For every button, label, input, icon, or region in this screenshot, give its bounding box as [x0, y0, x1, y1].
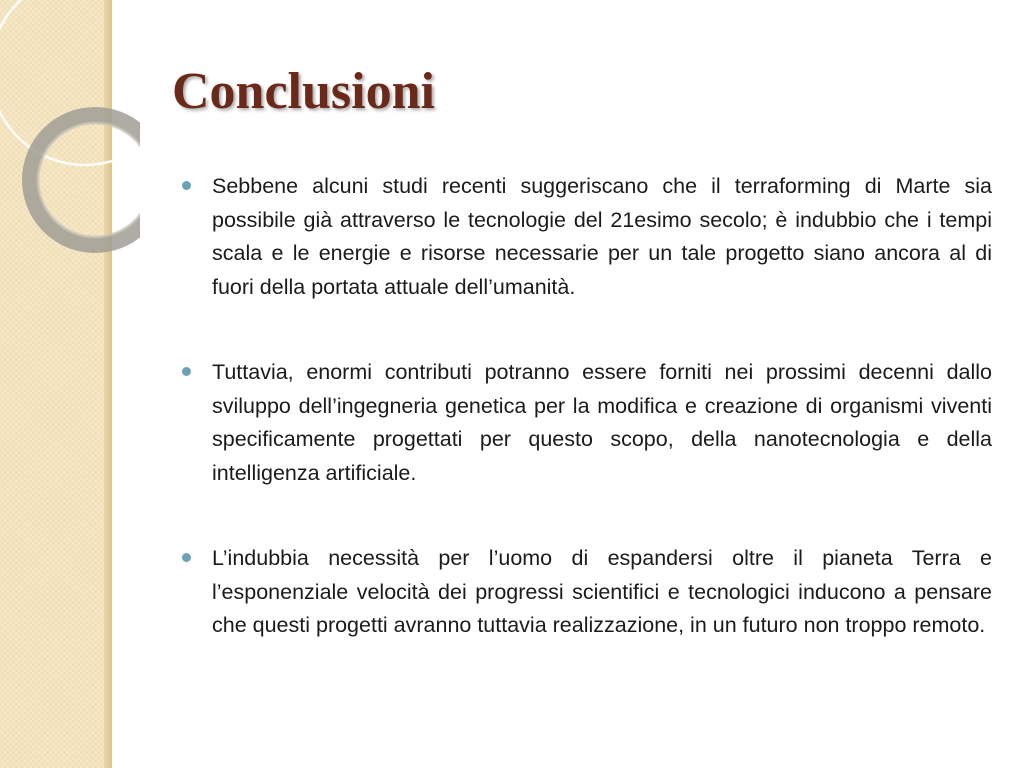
gray-ring-highlight: [38, 123, 140, 237]
gray-ring: [30, 115, 140, 245]
bullet-text: L’indubbia necessità per l’uomo di espandersi oltre il pianeta Terra e l’esponenziale velocità dei progressi scientifici e tecnologici inducono a pensare che questi progetti avranno tuttavia realizzazione, in un futuro non troppo remoto.: [212, 546, 992, 637]
bullet-text: Tuttavia, enormi contributi potranno essere forniti nei prossimi decenni dallo sviluppo dell’ingegneria genetica per la modifica e creazione di organismi viventi specificamente progettati per questo scopo, della nanotecnologia e della intelligenza artificiale.: [212, 360, 992, 485]
bullet-dot-icon: [182, 553, 191, 562]
bullet-item: [182, 356, 992, 490]
bullet-dot-icon: [182, 367, 191, 376]
slide-title: Conclusioni: [172, 63, 435, 120]
bullet-item: [182, 170, 992, 304]
large-outline-ring: [0, 0, 140, 165]
bullet-dot-icon: [182, 181, 191, 190]
bullet-item: [182, 542, 992, 643]
bullet-text: Sebbene alcuni studi recenti suggeriscano che il terraforming di Marte sia possibile già attraverso le tecnologie del 21esimo secolo; è indubbio che i tempi scala e le energie e risorse necessarie per un tale progetto siano ancora al di fuori della portata attuale dell’umanità.: [212, 174, 992, 299]
decorative-rings: [0, 0, 140, 300]
bullet-list: [182, 170, 992, 695]
